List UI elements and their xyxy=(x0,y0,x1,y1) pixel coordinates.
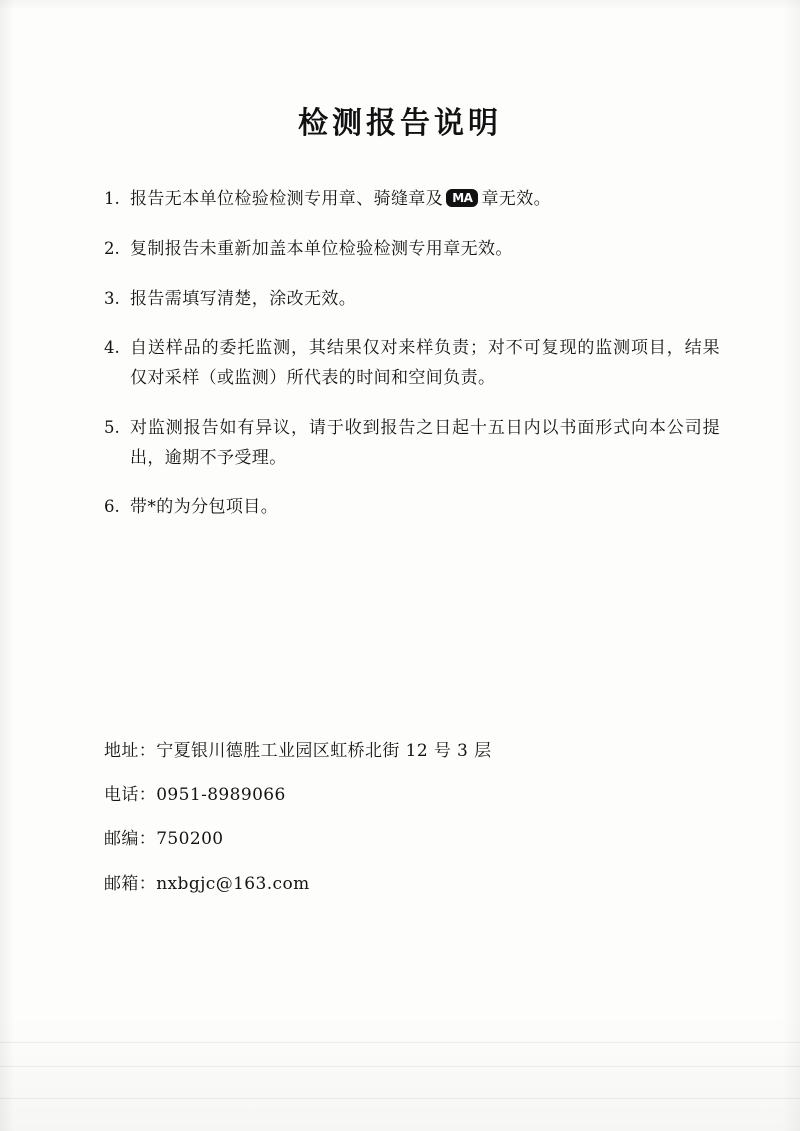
scan-artifact-line xyxy=(0,1066,800,1067)
postcode-value: 750200 xyxy=(156,829,224,850)
list-item-number: 3. xyxy=(104,288,120,308)
address-line xyxy=(104,738,664,765)
notes-list xyxy=(104,185,720,543)
list-item-number: 4. xyxy=(104,338,120,358)
postcode-label: 邮编： xyxy=(104,829,157,850)
list-item-text: 对监测报告如有异议，请于收到报告之日起十五日内以书面形式向本公司提出，逾期不予受理。 xyxy=(130,417,720,468)
list-item-number: 6. xyxy=(104,497,120,517)
list-item-text: 自送样品的委托监测，其结果仅对来样负责；对不可复现的监测项目，结果仅对采样（或监测）所代表的时间和空间负责。 xyxy=(130,338,720,388)
phone-value: 0951-8989066 xyxy=(156,785,286,806)
scan-shadow xyxy=(0,1011,800,1131)
list-item xyxy=(104,285,720,315)
scan-artifact-line xyxy=(0,1098,800,1099)
note-text-before: 报告无本单位检验检测专用章、骑缝章及 xyxy=(130,189,444,209)
page-title: 检测报告说明 xyxy=(298,106,502,141)
contact-block xyxy=(104,738,664,915)
scan-artifact-line xyxy=(0,1042,800,1043)
list-item-text: 报告需填写清楚，涂改无效。 xyxy=(130,288,357,309)
phone-line xyxy=(104,782,664,809)
list-item-number: 1. xyxy=(104,189,120,208)
address-label: 地址： xyxy=(104,741,157,761)
email-label: 邮箱： xyxy=(104,873,157,894)
list-item xyxy=(104,185,720,215)
list-item-text: 复制报告未重新加盖本单位检验检测专用章无效。 xyxy=(130,238,513,259)
list-item xyxy=(104,414,720,474)
email-line xyxy=(104,871,664,898)
note-text-after: 章无效。 xyxy=(481,189,552,209)
address-value: 宁夏银川德胜工业园区虹桥北街 12 号 3 层 xyxy=(156,741,492,761)
list-item-text xyxy=(130,185,720,215)
list-item-number: 2. xyxy=(104,238,120,258)
postcode-line xyxy=(104,826,664,853)
list-item xyxy=(104,235,720,265)
email-value: nxbgjc@163.com xyxy=(156,873,310,894)
ma-seal-icon: MA xyxy=(446,189,478,207)
list-item xyxy=(104,334,720,394)
phone-label: 电话： xyxy=(104,785,157,806)
list-item-number: 5. xyxy=(104,417,120,437)
list-item xyxy=(104,493,720,523)
list-item-text: 带*的为分包项目。 xyxy=(130,497,279,518)
